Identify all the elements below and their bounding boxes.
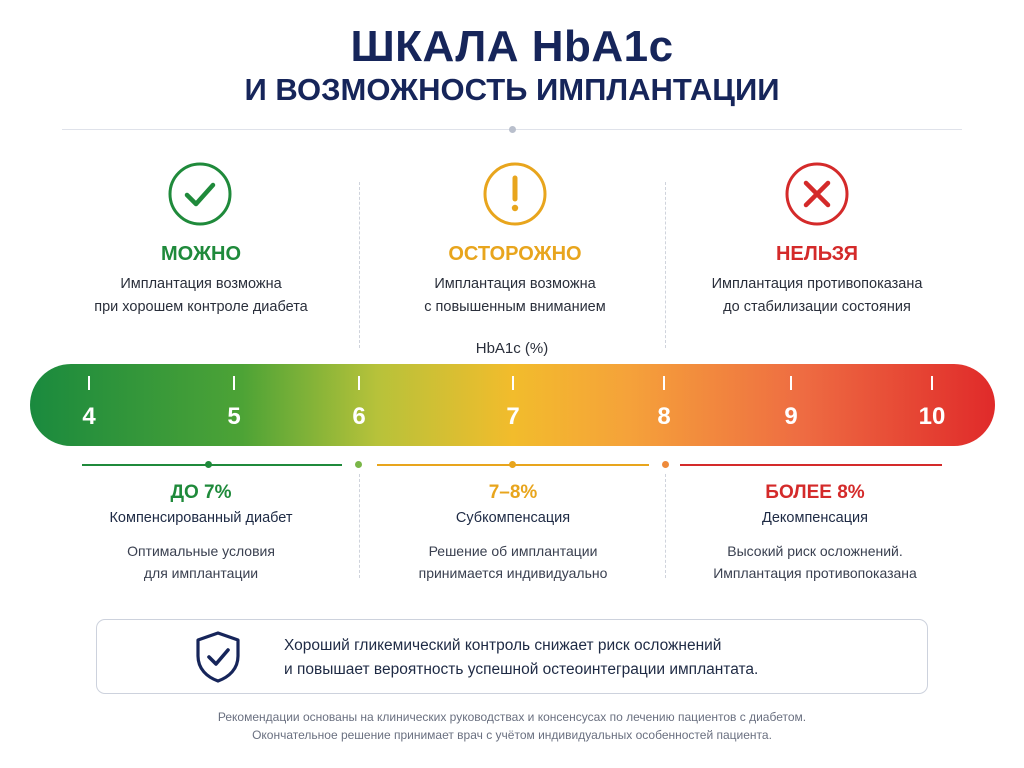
footer-line: Окончательное решение принимает врач с учётом индивидуальных особенностей пациента. [252,728,772,742]
band-subtitle-decompensated: Декомпенсация [762,510,868,526]
band-dot [509,461,516,468]
status-title-forbidden: НЕЛЬЗЯ [775,243,859,265]
column-separator [359,474,360,578]
band-desc-line: Оптимальные условия [127,543,275,559]
scale-tick [663,376,665,390]
shield-check-icon [192,630,244,684]
column-separator [665,182,666,348]
scale-tick [88,376,90,390]
band-desc-line: Решение об имплантации [428,543,598,559]
status-description-can [51,273,351,319]
band-description-subcompensated [363,540,663,584]
band-dot [205,461,212,468]
cross-circle-icon [784,161,850,227]
band-line-compensated [82,464,342,466]
band-desc-line: Высокий риск осложнений. [727,543,903,559]
footer-disclaimer [0,708,1024,744]
scale-tick [512,376,514,390]
band-description-decompensated [665,540,965,584]
band-subtitle-subcompensated: Субкомпенсация [455,510,571,526]
header-divider-dot [509,126,516,133]
scale-tick [931,376,933,390]
band-title-subcompensated: 7–8% [488,482,538,503]
scale-tick-label: 8 [657,403,671,430]
scale-tick [358,376,360,390]
scale-tick [233,376,235,390]
scale-tick [790,376,792,390]
footer-line: Рекомендации основаны на клинических руководствах и консенсусах по лечению пациентов с диабетом. [217,710,807,724]
exclamation-circle-icon [482,161,548,227]
scale-tick-label: 10 [918,403,946,430]
band-dot [355,461,362,468]
page-subtitle: И ВОЗМОЖНОСТЬ ИМПЛАНТАЦИИ [244,72,780,107]
notice-line: и повышает вероятность успешной остеоинтеграции имплантата. [284,661,759,678]
scale-tick-label: 4 [82,403,96,430]
status-description-caution [365,273,665,319]
status-desc-line: Имплантация возможна [434,276,596,292]
band-dot [662,461,669,468]
scale-tick-label: 5 [227,403,241,430]
band-line-decompensated [680,464,942,466]
band-subtitle-compensated: Компенсированный диабет [109,510,293,526]
status-title-caution: ОСТОРОЖНО [448,243,582,265]
status-desc-line: Имплантация противопоказана [711,276,923,292]
band-description-compensated [51,540,351,584]
info-notice-text [284,634,904,682]
band-desc-line: принимается индивидуально [418,565,608,581]
status-desc-line: до стабилизации состояния [723,299,911,315]
scale-tick-label: 7 [506,403,520,430]
status-desc-line: с повышенным вниманием [424,299,606,315]
band-title-decompensated: БОЛЕЕ 8% [765,482,865,503]
band-desc-line: Имплантация противопоказана [713,565,917,581]
scale-tick-label: 9 [784,403,798,430]
band-desc-line: для имплантации [143,565,259,581]
scale-axis-label: HbA1c (%) [475,340,549,357]
scale-tick-label: 6 [352,403,366,430]
band-title-compensated: ДО 7% [170,482,232,503]
page-title: ШКАЛА HbA1c [350,22,674,71]
notice-line: Хороший гликемический контроль снижает риск осложнений [284,637,722,654]
status-desc-line: при хорошем контроле диабета [94,299,308,315]
check-circle-icon [167,161,233,227]
column-separator [359,182,360,348]
status-title-can: МОЖНО [160,243,242,265]
status-description-forbidden [667,273,967,319]
status-desc-line: Имплантация возможна [120,276,282,292]
